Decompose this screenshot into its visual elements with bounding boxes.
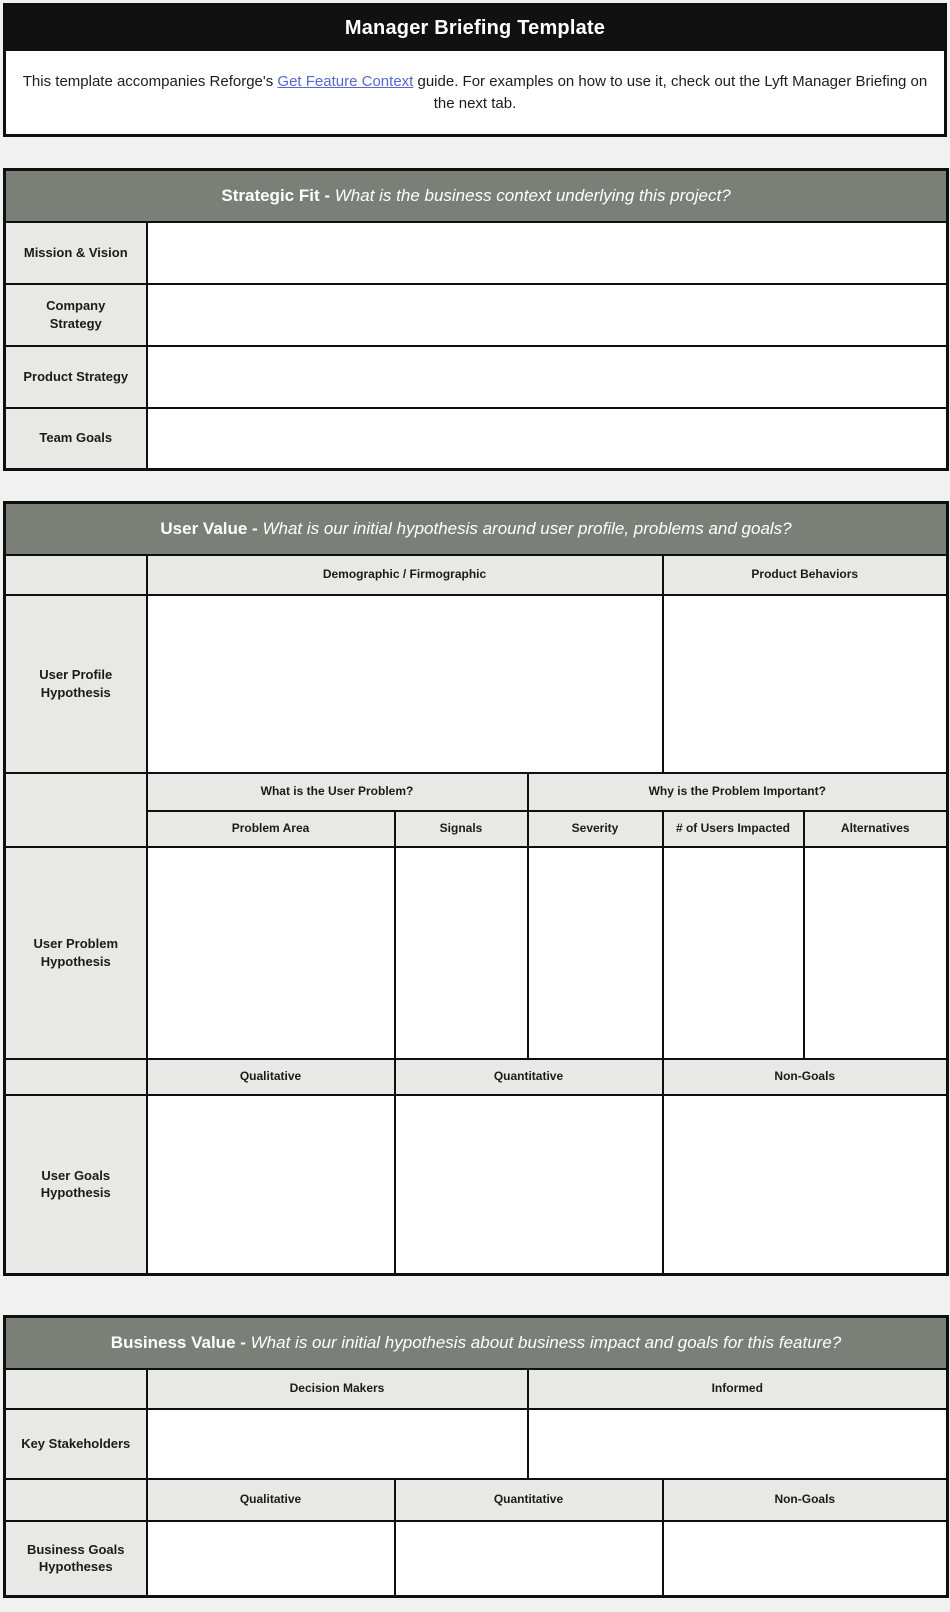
blank-corner-cell	[5, 1479, 147, 1521]
row-label-key-stakeholders: Key Stakeholders	[5, 1409, 147, 1479]
intro-block	[3, 3, 947, 137]
row-label-business-goals-hypotheses: Business Goals Hypotheses	[5, 1521, 147, 1597]
column-header-user-non-goals: Non-Goals	[663, 1059, 948, 1095]
intro-area	[6, 51, 944, 134]
section-header-strategic-fit	[5, 170, 948, 222]
section-subtitle-user-value: What is our initial hypothesis around user profile, problems and goals?	[262, 518, 792, 538]
input-cell-product-strategy[interactable]	[147, 346, 948, 408]
get-feature-context-link[interactable]: Get Feature Context	[277, 73, 414, 91]
section-header-user-value	[5, 503, 948, 555]
group-header-why-problem-important: Why is the Problem Important?	[528, 773, 948, 811]
column-header-demographic-firmographic: Demographic / Firmographic	[147, 555, 663, 595]
blank-corner-cell	[5, 1369, 147, 1409]
column-header-severity: Severity	[528, 811, 663, 847]
column-header-users-impacted: # of Users Impacted	[663, 811, 804, 847]
row-label-user-profile-hypothesis: User Profile Hypothesis	[5, 595, 147, 773]
row-label-company-strategy: Company Strategy	[5, 284, 147, 346]
title-bar	[6, 6, 944, 51]
row-label-user-goals-hypothesis: User Goals Hypothesis	[5, 1095, 147, 1275]
blank-corner-cell	[5, 1059, 147, 1095]
column-header-biz-quantitative: Quantitative	[395, 1479, 663, 1521]
group-header-what-is-user-problem: What is the User Problem?	[147, 773, 528, 811]
input-cell-user-qualitative[interactable]	[147, 1095, 395, 1275]
input-cell-alternatives[interactable]	[804, 847, 948, 1059]
column-header-user-quantitative: Quantitative	[395, 1059, 663, 1095]
input-cell-user-non-goals[interactable]	[663, 1095, 948, 1275]
input-cell-signals[interactable]	[395, 847, 528, 1059]
input-cell-team-goals[interactable]	[147, 408, 948, 470]
input-cell-decision-makers[interactable]	[147, 1409, 528, 1479]
strategic-fit-table	[3, 168, 949, 471]
column-header-alternatives: Alternatives	[804, 811, 948, 847]
input-cell-problem-area[interactable]	[147, 847, 395, 1059]
row-label-mission-vision: Mission & Vision	[5, 222, 147, 284]
row-label-product-strategy: Product Strategy	[5, 346, 147, 408]
blank-corner-cell	[5, 555, 147, 595]
column-header-problem-area: Problem Area	[147, 811, 395, 847]
input-cell-biz-non-goals[interactable]	[663, 1521, 948, 1597]
intro-text	[20, 71, 930, 114]
column-header-user-qualitative: Qualitative	[147, 1059, 395, 1095]
section-header-business-value	[5, 1317, 948, 1369]
input-cell-demographic-firmographic[interactable]	[147, 595, 663, 773]
column-header-signals: Signals	[395, 811, 528, 847]
input-cell-severity[interactable]	[528, 847, 663, 1059]
input-cell-biz-quantitative[interactable]	[395, 1521, 663, 1597]
input-cell-user-quantitative[interactable]	[395, 1095, 663, 1275]
section-title-business-value: Business Value -	[110, 1332, 251, 1352]
input-cell-users-impacted[interactable]	[663, 847, 804, 1059]
row-label-team-goals: Team Goals	[5, 408, 147, 470]
page-title: Manager Briefing Template	[344, 17, 606, 39]
intro-text-before: This template accompanies Reforge's	[22, 73, 278, 91]
row-label-user-problem-hypothesis: User Problem Hypothesis	[5, 847, 147, 1059]
user-value-table	[3, 501, 949, 1276]
section-title-strategic-fit: Strategic Fit -	[221, 185, 335, 205]
input-cell-company-strategy[interactable]	[147, 284, 948, 346]
column-header-informed: Informed	[528, 1369, 948, 1409]
intro-text-after: guide. For examples on how to use it, check out the Lyft Manager Briefing on the next tab.	[413, 73, 928, 112]
section-subtitle-business-value: What is our initial hypothesis about business impact and goals for this feature?	[250, 1332, 842, 1352]
input-cell-biz-qualitative[interactable]	[147, 1521, 395, 1597]
column-header-product-behaviors: Product Behaviors	[663, 555, 948, 595]
column-header-biz-qualitative: Qualitative	[147, 1479, 395, 1521]
column-header-decision-makers: Decision Makers	[147, 1369, 528, 1409]
input-cell-mission-vision[interactable]	[147, 222, 948, 284]
business-value-table	[3, 1315, 949, 1598]
input-cell-informed[interactable]	[528, 1409, 948, 1479]
column-header-biz-non-goals: Non-Goals	[663, 1479, 948, 1521]
section-title-user-value: User Value -	[160, 518, 263, 538]
section-subtitle-strategic-fit: What is the business context underlying this project?	[334, 185, 731, 205]
input-cell-product-behaviors[interactable]	[663, 595, 948, 773]
blank-corner-cell	[5, 773, 147, 847]
